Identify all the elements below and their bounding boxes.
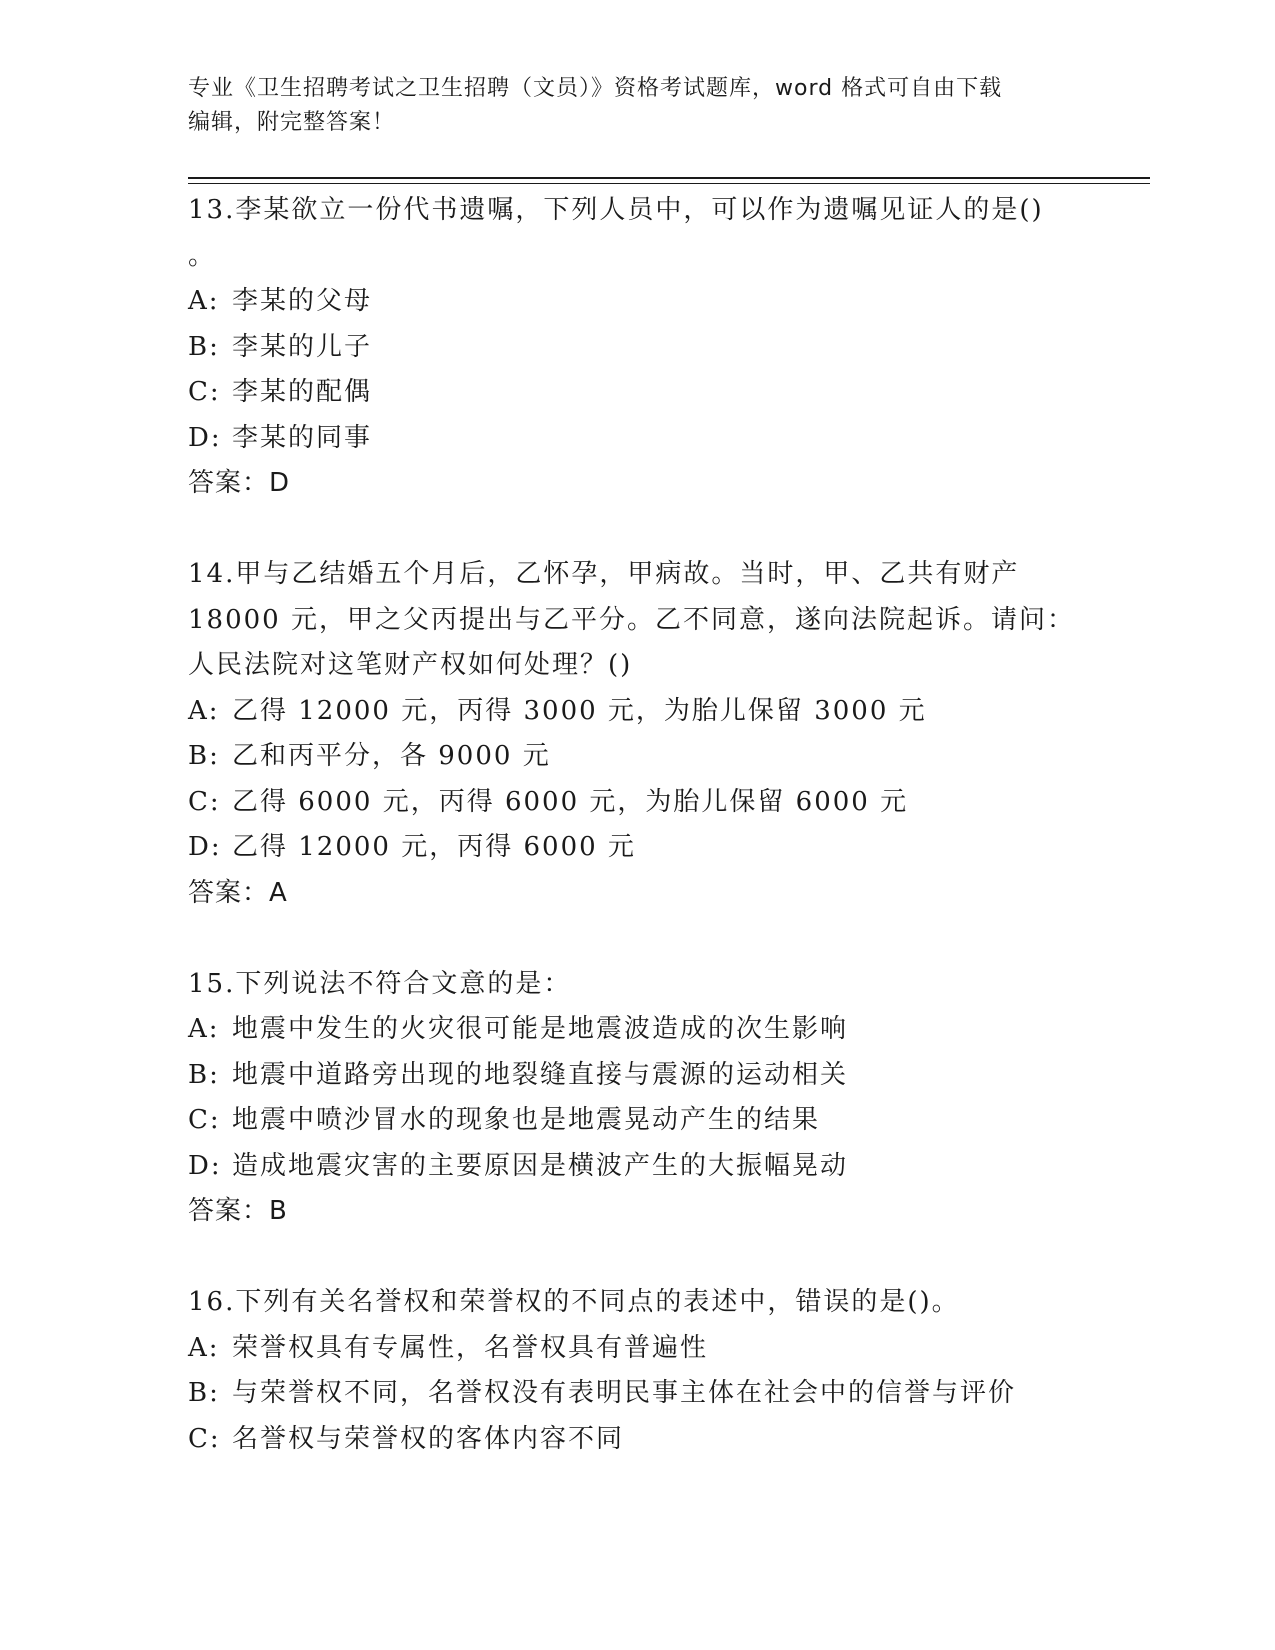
option-row: [188, 1417, 1088, 1463]
question-stem-line: 18000 元，甲之父丙提出与乙平分。乙不同意，遂向法院起诉。请问：: [188, 604, 1075, 635]
question-block: [188, 962, 1088, 1281]
option-row: [188, 1098, 1088, 1144]
answer-line: 答案：B: [188, 1196, 288, 1226]
document-header: [188, 72, 1088, 140]
option-text: 乙得 12000 元，丙得 6000 元: [232, 832, 636, 862]
option-letter: A:: [188, 695, 220, 726]
question-spacer: [188, 916, 1088, 962]
option-text: 地震中喷沙冒水的现象也是地震晃动产生的结果: [232, 1105, 821, 1135]
option-row: [188, 416, 1088, 462]
option-text: 荣誉权具有专属性，名誉权具有普遍性: [232, 1332, 709, 1363]
option-letter: C:: [188, 377, 221, 407]
option-text: 地震中道路旁出现的地裂缝直接与震源的运动相关: [232, 1059, 849, 1090]
question-stem-line: 14.甲与乙结婚五个月后，乙怀孕，甲病故。当时，甲、乙共有财产: [188, 559, 1020, 589]
option-letter: C:: [188, 1105, 221, 1135]
header-line-2: 编辑，附完整答案！: [188, 110, 396, 135]
option-text: 造成地震灾害的主要原因是横波产生的大振幅晃动: [232, 1150, 849, 1181]
option-letter: A:: [188, 1332, 220, 1363]
header-divider-thin: [188, 183, 1150, 184]
option-text: 乙和丙平分，各 9000 元: [232, 741, 551, 771]
option-letter: D:: [188, 832, 222, 862]
option-letter: B:: [188, 1378, 220, 1408]
option-row: [188, 1144, 1088, 1190]
option-row: [188, 325, 1088, 371]
option-text: 与荣誉权不同，名誉权没有表明民事主体在社会中的信誉与评价: [232, 1378, 1017, 1408]
option-row: [188, 279, 1088, 325]
option-letter: A:: [188, 1014, 220, 1044]
option-row: [188, 689, 1088, 735]
question-block: [188, 552, 1088, 962]
option-row: [188, 1371, 1088, 1417]
option-row: [188, 825, 1088, 871]
question-stem-line: 15.下列说法不符合文意的是：: [188, 968, 572, 999]
option-letter: D:: [188, 1150, 222, 1181]
option-letter: A:: [188, 286, 220, 316]
answer-line: 答案：A: [188, 877, 288, 908]
question-spacer: [188, 507, 1088, 553]
option-row: [188, 1007, 1088, 1053]
option-letter: B:: [188, 1059, 220, 1090]
question-stem-line: 13.李某欲立一份代书遗嘱，下列人员中，可以作为遗嘱见证人的是(): [188, 195, 1044, 225]
question-spacer: [188, 1235, 1088, 1281]
option-text: 李某的儿子: [232, 331, 373, 362]
question-stem-line: 。: [188, 240, 217, 271]
option-text: 乙得 6000 元，丙得 6000 元，为胎儿保留 6000 元: [232, 786, 909, 817]
header-divider-thick: [188, 177, 1150, 179]
option-text: 李某的配偶: [232, 377, 373, 407]
option-row: [188, 370, 1088, 416]
option-row: [188, 734, 1088, 780]
option-row: [188, 1053, 1088, 1099]
option-text: 乙得 12000 元，丙得 3000 元，为胎儿保留 3000 元: [232, 695, 927, 726]
question-block: [188, 188, 1088, 552]
option-letter: D:: [188, 422, 222, 453]
question-list: [188, 188, 1088, 1462]
option-letter: B:: [188, 331, 220, 362]
option-letter: C:: [188, 1423, 221, 1454]
option-text: 名誉权与荣誉权的客体内容不同: [232, 1423, 625, 1454]
option-row: [188, 1326, 1088, 1372]
option-text: 地震中发生的火灾很可能是地震波造成的次生影响: [232, 1014, 849, 1044]
option-letter: C:: [188, 786, 221, 817]
option-row: [188, 780, 1088, 826]
option-text: 李某的父母: [232, 286, 373, 316]
question-stem-line: 16.下列有关名誉权和荣誉权的不同点的表述中，错误的是()。: [188, 1287, 960, 1317]
option-letter: B:: [188, 741, 220, 771]
answer-line: 答案：D: [188, 468, 291, 498]
question-block: [188, 1280, 1088, 1462]
header-line-1: 专业《卫生招聘考试之卫生招聘（文员）》资格考试题库，word 格式可自由下载: [188, 76, 1003, 101]
question-stem-line: 人民法院对这笔财产权如何处理？(): [188, 650, 633, 680]
option-text: 李某的同事: [232, 422, 373, 453]
